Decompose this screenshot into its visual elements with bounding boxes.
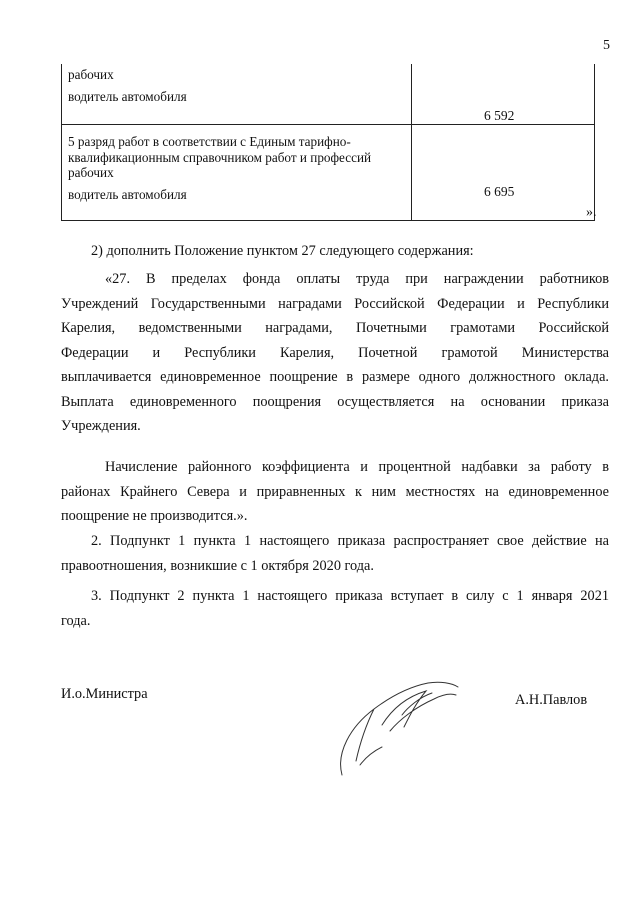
paragraph-2-line: «27. В пределах фонда оплаты труда при награждении работников xyxy=(105,271,609,287)
paragraph-2-line: Карелия, ведомственными наградами, Почетными грамотами Российской xyxy=(61,320,609,336)
paragraph-4-line: 2. Подпункт 1 пункта 1 настоящего приказа распространяет свое действие на xyxy=(91,533,609,549)
table-border-left xyxy=(61,64,62,221)
table-closing-quote: ». xyxy=(586,205,597,220)
paragraph-5 xyxy=(61,584,609,633)
paragraph-2-line: Федерации и Республики Карелия, Почетной грамотой Министерства xyxy=(61,344,609,361)
table-row-1-value: 6 592 xyxy=(484,108,515,123)
paragraph-1: 2) дополнить Положение пунктом 27 следующего содержания: xyxy=(91,243,474,259)
table-row-2-line-1: 5 разряд работ в соответствии с Единым тарифно- xyxy=(68,134,351,149)
paragraph-3-line: Начисление районного коэффициента и процентной надбавки за работу в xyxy=(105,459,609,475)
table-row-2-line-3: рабочих xyxy=(68,165,114,180)
table-border-right xyxy=(594,64,595,221)
paragraph-4-line: правоотношения, возникшие с 1 октября 2020 года. xyxy=(61,557,374,574)
paragraph-5-line: 3. Подпункт 2 пункта 1 настоящего приказа вступает в силу с 1 января 2021 xyxy=(91,588,609,604)
signatory-name: А.Н.Павлов xyxy=(515,692,588,708)
table-row-divider xyxy=(61,124,595,125)
paragraph-2-line: выплачивается единовременное поощрение в размере одного должностного оклада. xyxy=(61,369,609,385)
table-border-bottom xyxy=(61,220,595,221)
paragraph-2 xyxy=(61,267,609,439)
signatory-title: И.о.Министра xyxy=(61,686,148,702)
paragraph-4 xyxy=(61,529,609,578)
paragraph-5-line: года. xyxy=(61,612,91,629)
table-column-divider xyxy=(411,64,412,221)
table-row-1-line-2: водитель автомобиля xyxy=(68,89,187,104)
handwritten-signature xyxy=(330,665,465,780)
paragraph-2-line: Учреждения. xyxy=(61,418,141,434)
table-row-1-line-1: рабочих xyxy=(68,67,114,82)
paragraph-2-line: Выплата единовременного поощрения осуществляется на основании приказа xyxy=(61,393,609,410)
page-number: 5 xyxy=(603,38,610,53)
table-row-2-value: 6 695 xyxy=(484,184,515,199)
paragraph-3-line: поощрение не производится.». xyxy=(61,508,248,524)
table-row-2-line-4: водитель автомобиля xyxy=(68,187,187,202)
paragraph-3-line: районах Крайнего Севера и приравненных к ним местностях на единовременное xyxy=(61,483,609,500)
salary-table xyxy=(61,64,595,221)
paragraph-2-line: Учреждений Государственными наградами Российской Федерации и Республики xyxy=(61,295,609,312)
paragraph-3 xyxy=(61,455,609,529)
table-row-2-line-2: квалификационным справочником работ и профессий xyxy=(68,150,372,165)
